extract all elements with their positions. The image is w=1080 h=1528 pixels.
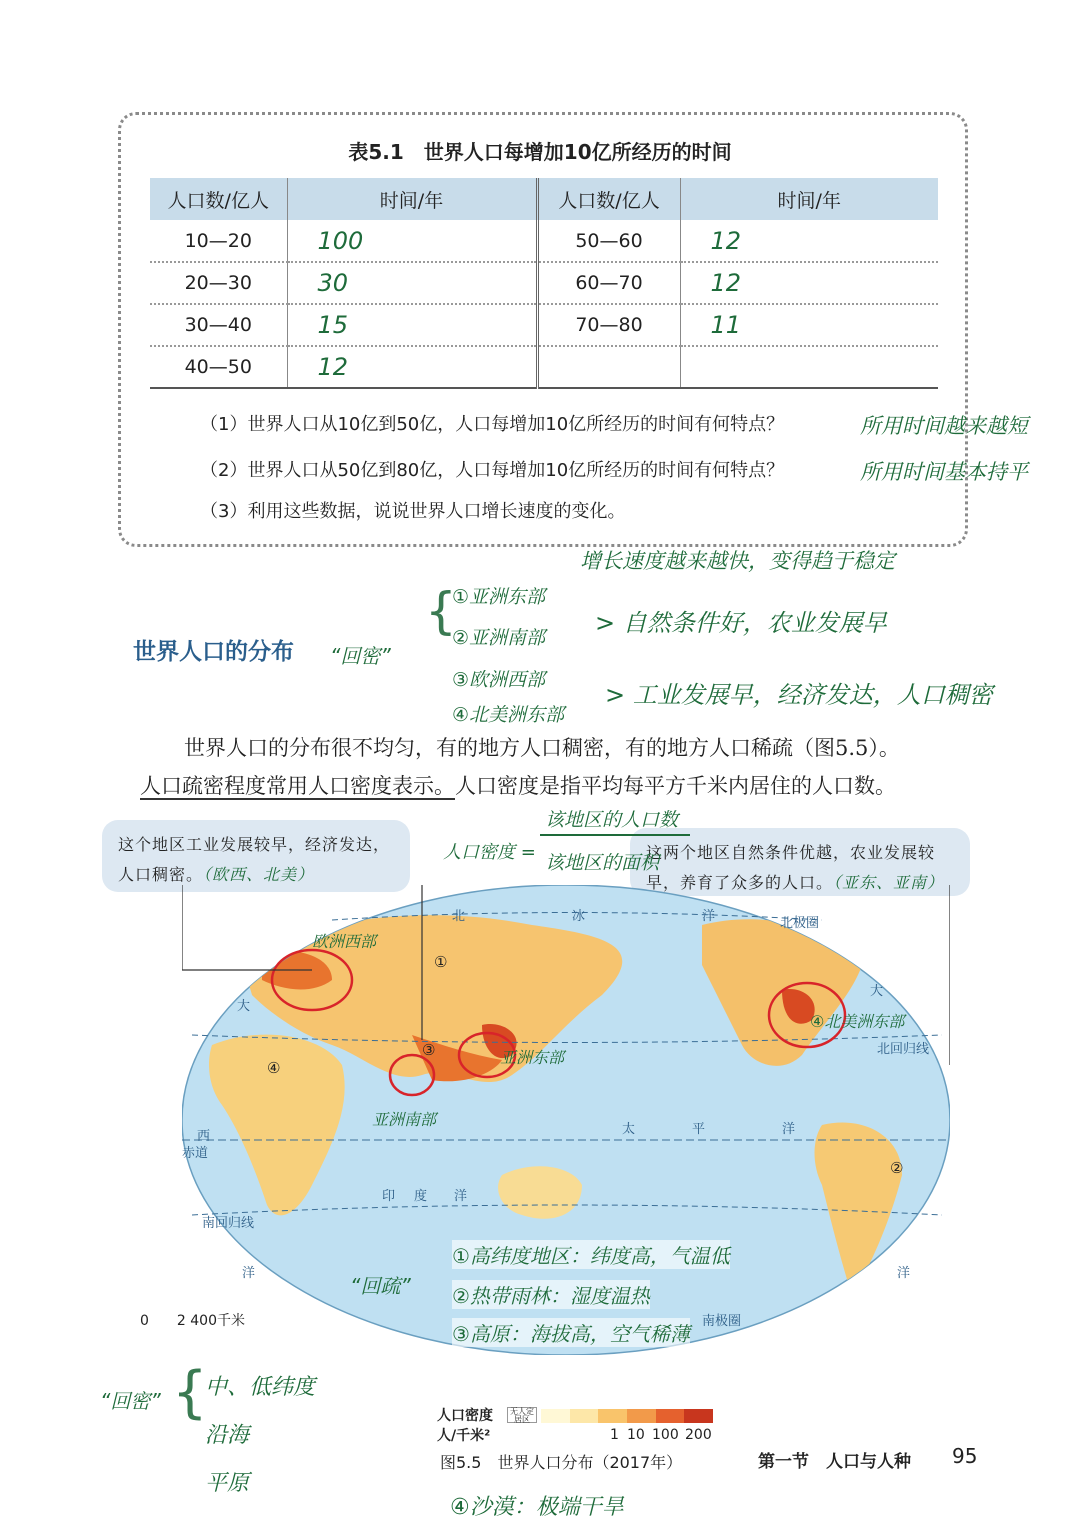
map-label-da: 大	[870, 984, 884, 999]
range-cell: 40—50	[150, 346, 287, 388]
map-num-4: ④	[267, 1059, 281, 1077]
dense-item: ②亚洲南部	[452, 627, 546, 649]
callout-left-note: （欧西、北美）	[203, 865, 315, 884]
col-header: 人口数/亿人	[537, 178, 680, 220]
map-label-ping: 平	[692, 1122, 706, 1137]
handwritten-answer-2: 所用时间基本持平	[860, 460, 1028, 484]
legend-swatch	[570, 1409, 599, 1423]
years-cell: 15	[287, 304, 537, 346]
callout-right-text: 这两个地区自然条件优越，农业发展较早，养育了众多的人口。	[646, 843, 936, 892]
table-row	[150, 346, 938, 388]
map-legend	[437, 1405, 717, 1444]
callout-right-note: （亚东、亚南）	[833, 873, 945, 892]
question-2: （2）世界人口从50亿到80亿，人口每增加10亿所经历的时间有何特点？	[200, 460, 785, 481]
map-label-yang-3: 洋	[454, 1189, 468, 1204]
handwritten-bottom-dense-label: “回密”	[100, 1389, 161, 1413]
map-label-da-2: 大	[237, 999, 251, 1014]
legend-swatch	[541, 1409, 570, 1423]
dense-item: ④北美洲东部	[452, 704, 565, 726]
map-num-1: ①	[434, 953, 448, 971]
dense-reason-2: > 工业发展早，经济发达，人口稠密	[605, 681, 993, 709]
range-cell: 70—80	[537, 304, 680, 346]
range-cell	[537, 346, 680, 388]
map-label-du: 度	[414, 1189, 428, 1204]
col-header: 人口数/亿人	[150, 178, 287, 220]
table-title: 表5.1 世界人口每增加10亿所经历的时间	[348, 140, 732, 164]
map-label-tropic-cancer: 北回归线	[877, 1042, 930, 1057]
years-cell: 12	[680, 262, 938, 304]
legend-tick: 100	[652, 1427, 679, 1443]
legend-swatch	[598, 1409, 627, 1423]
dense-item: ③欧洲西部	[452, 669, 546, 691]
map-label-tropic-capricorn: 南回归线	[202, 1216, 255, 1231]
paragraph-2	[140, 768, 1000, 804]
brace-icon: {	[425, 582, 457, 640]
map-scale: 0 2 400千米	[140, 1313, 245, 1329]
legend-swatch	[627, 1409, 656, 1423]
callout-left	[102, 820, 410, 892]
page-number: 95	[952, 1444, 978, 1468]
years-cell	[680, 346, 938, 388]
handwritten-answer-3: 增长速度越来越快，变得趋于稳定	[580, 549, 895, 573]
table-row	[150, 304, 938, 346]
bottom-dense-item: 中、低纬度	[205, 1375, 316, 1400]
brace-icon: {	[172, 1360, 208, 1425]
question-1: （1）世界人口从10亿到50亿，人口每增加10亿所经历的时间有何特点？	[200, 414, 785, 435]
map-label-yang-4: 洋	[242, 1266, 256, 1281]
bottom-dense-item: 平原	[205, 1471, 250, 1496]
range-cell: 50—60	[537, 220, 680, 262]
handwritten-asia-south: 亚洲南部	[372, 1110, 437, 1129]
map-label-equator: 赤道	[182, 1146, 209, 1161]
legend-tick: 1	[610, 1427, 619, 1443]
formula-bar	[540, 834, 690, 836]
col-header: 时间/年	[287, 178, 537, 220]
population-table	[150, 178, 938, 389]
table-row	[150, 262, 938, 304]
col-header: 时间/年	[680, 178, 938, 220]
map-num-2: ②	[890, 1159, 904, 1177]
handwritten-asia-east: 亚洲东部	[500, 1048, 565, 1067]
paragraph-2-rest: 人口密度是指平均每平方千米内居住的人口数。	[455, 774, 896, 798]
range-cell: 10—20	[150, 220, 287, 262]
legend-swatch	[684, 1409, 713, 1423]
handwritten-dense-label: “回密”	[330, 644, 391, 668]
footer-chapter: 第一节 人口与人种	[758, 1452, 911, 1472]
years-cell: 100	[287, 220, 537, 262]
map-label-north: 北	[452, 909, 466, 924]
legend-tick: 200	[685, 1427, 712, 1443]
map-label-yang-5: 洋	[897, 1266, 911, 1281]
legend-swatch	[656, 1409, 685, 1423]
map-num-3: ③	[422, 1041, 436, 1059]
years-cell: 12	[287, 346, 537, 388]
map-label-yin: 印	[382, 1189, 396, 1204]
table-row	[150, 220, 938, 262]
years-cell: 30	[287, 262, 537, 304]
map-label-tai: 太	[622, 1122, 636, 1137]
dense-item: ①亚洲东部	[452, 586, 546, 608]
legend-none-swatch: 无人定居区	[507, 1407, 537, 1423]
handwritten-europe: 欧洲西部	[312, 932, 377, 951]
dense-reason-1: > 自然条件好，农业发展早	[595, 609, 887, 637]
years-cell: 11	[680, 304, 938, 346]
paragraph-1: 世界人口的分布很不均匀，有的地方人口稠密，有的地方人口稀疏（图5.5）。	[184, 736, 900, 760]
sparse-item: ①高纬度地区：纬度高，气温低	[452, 1240, 730, 1269]
bottom-dense-item: 沿海	[205, 1423, 250, 1448]
range-cell: 60—70	[537, 262, 680, 304]
legend-tick: 10	[627, 1427, 645, 1443]
range-cell: 30—40	[150, 304, 287, 346]
map-label-antarctic: 南极圈	[702, 1314, 742, 1329]
map-label-xi: 西	[197, 1129, 211, 1144]
map-label-arctic: 北极圈	[780, 916, 820, 931]
formula-numerator: 该地区的人口数	[545, 809, 679, 831]
legend-color-bar	[541, 1409, 713, 1423]
sparse-item: ②热带雨林：湿度温热	[452, 1280, 650, 1309]
map-label-yang: 洋	[702, 909, 716, 924]
legend-title: 人口密度	[437, 1408, 493, 1424]
handwritten-desert-note: ④沙漠：极端干旱	[450, 1495, 624, 1520]
callout-left-text: 这个地区工业发展较早，经济发达，人口稠密。	[118, 835, 391, 884]
underlined-text: 人口疏密程度常用人口密度表示。	[140, 774, 455, 798]
figure-caption: 图5.5 世界人口分布（2017年）	[440, 1453, 683, 1472]
years-cell: 12	[680, 220, 938, 262]
range-cell: 20—30	[150, 262, 287, 304]
question-3: （3）利用这些数据，说说世界人口增长速度的变化。	[200, 501, 626, 522]
formula-denominator: 该地区的面积	[545, 852, 660, 874]
handwritten-sparse-label: “回疏”	[350, 1274, 411, 1298]
handwritten-na-east: ④北美洲东部	[810, 1012, 905, 1031]
map-label-yang-2: 洋	[782, 1122, 796, 1137]
map-label-bing: 冰	[572, 909, 586, 924]
sparse-item: ③高原：海拔高，空气稀薄	[452, 1318, 690, 1347]
legend-unit: 人/千米²	[437, 1428, 491, 1444]
handwritten-answer-1: 所用时间越来越短	[860, 414, 1028, 438]
formula-label: 人口密度 =	[443, 842, 536, 863]
section-title: 世界人口的分布	[133, 639, 294, 665]
